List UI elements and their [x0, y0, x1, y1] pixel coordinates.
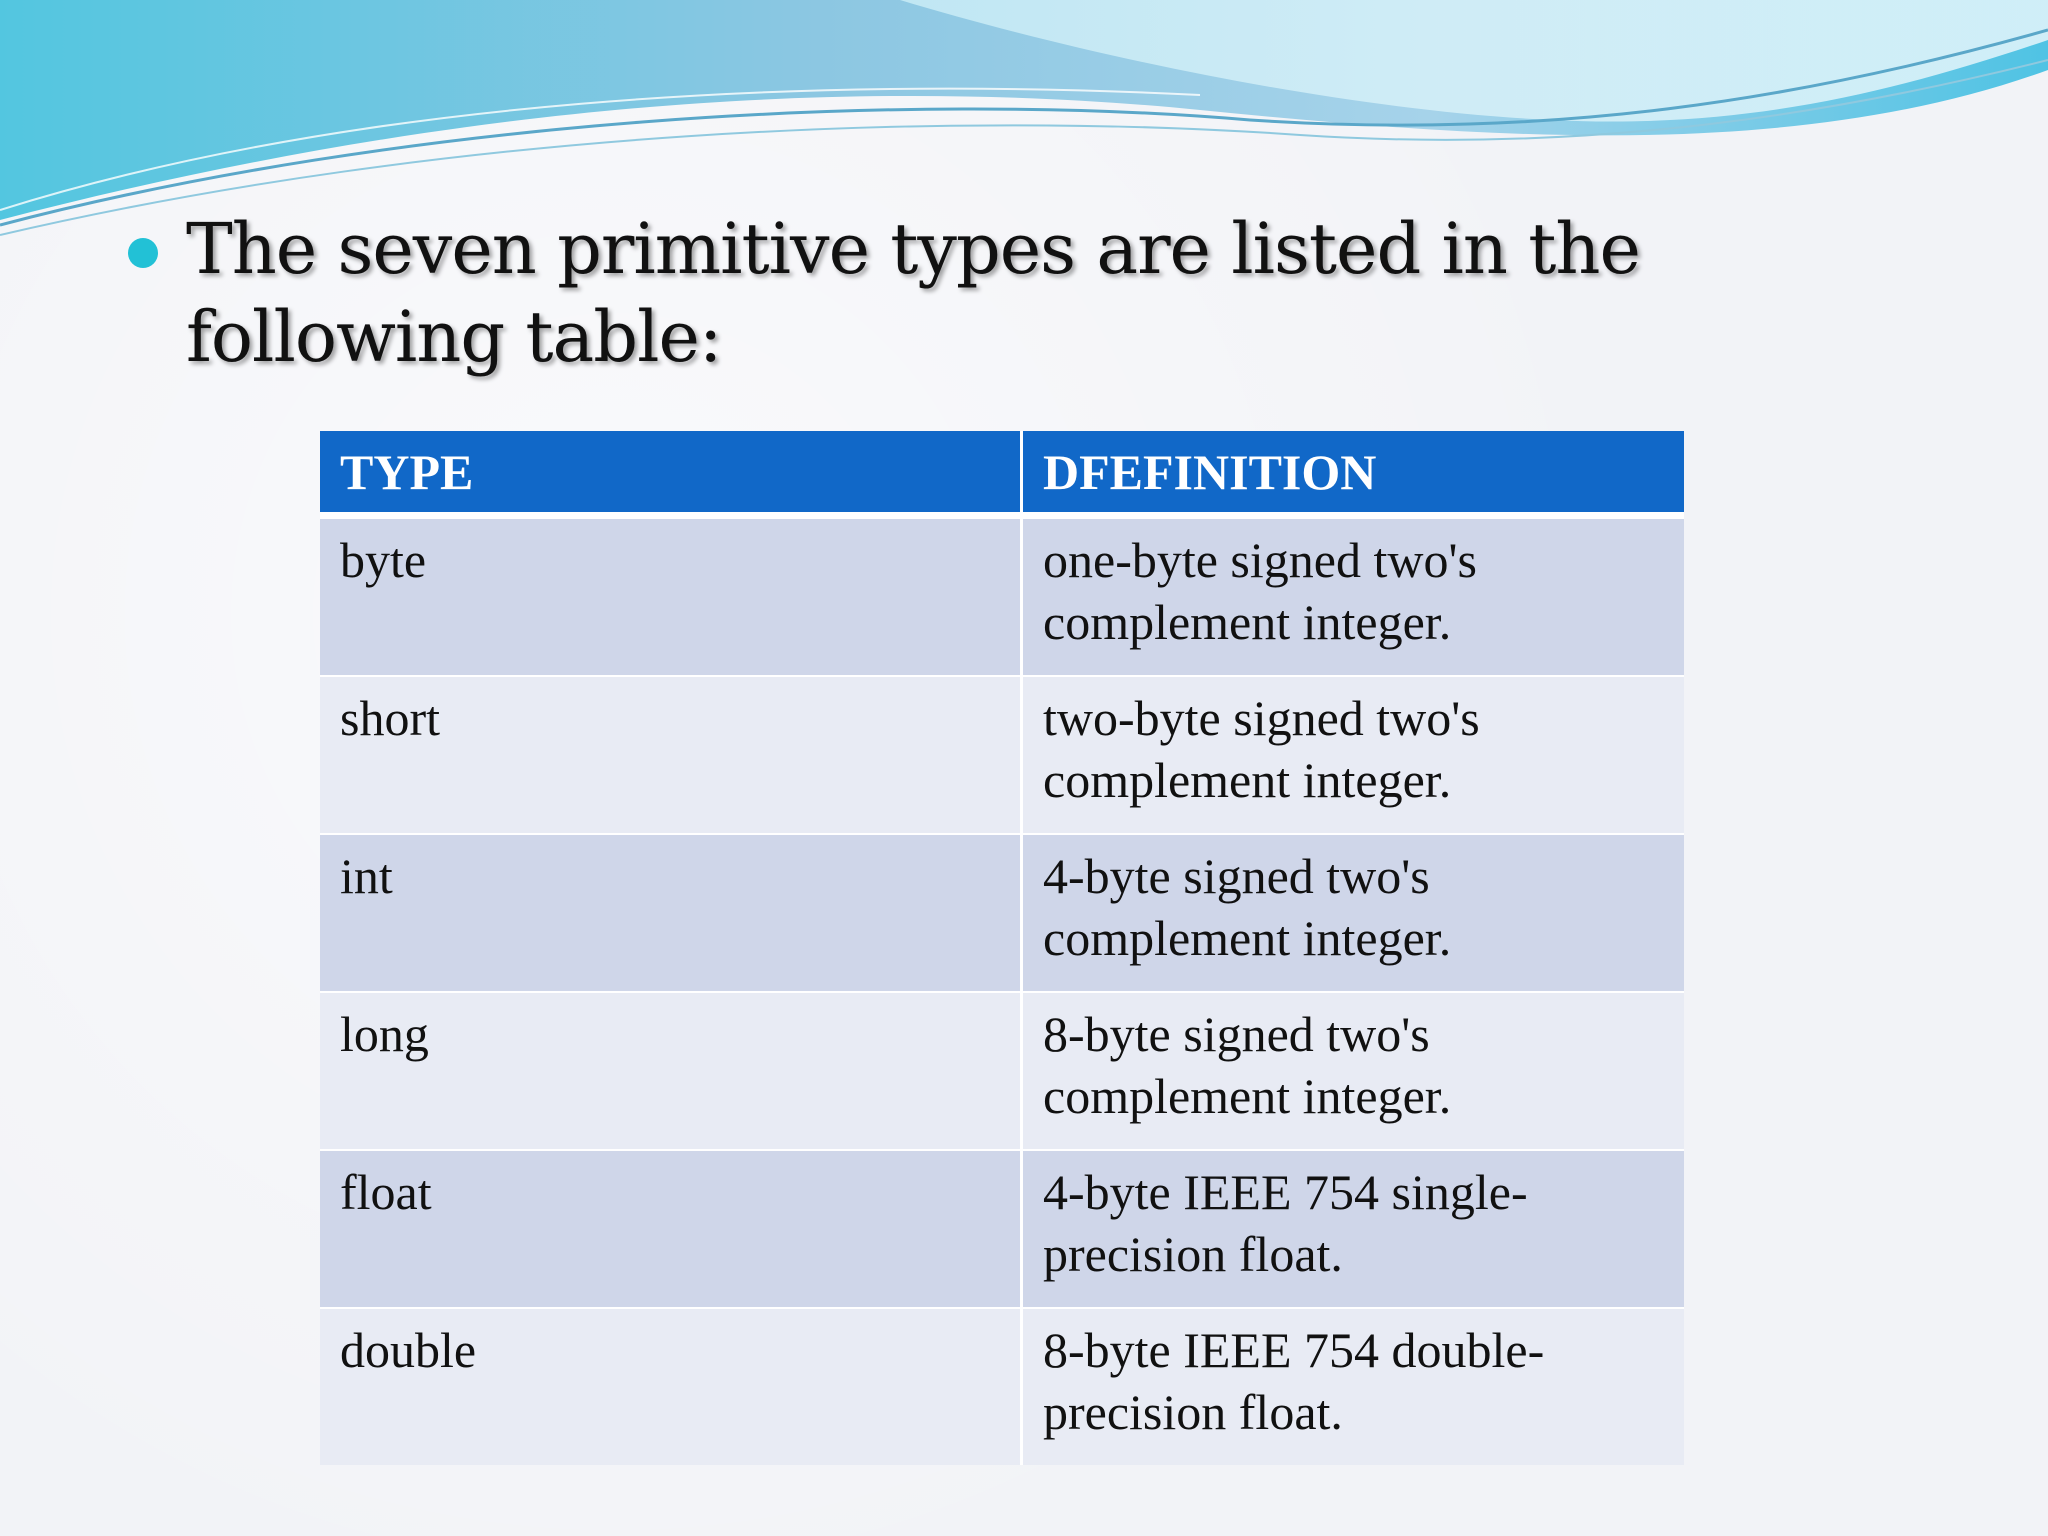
table-row [320, 675, 1684, 833]
table-header-row [320, 431, 1684, 517]
table-row [320, 1307, 1684, 1465]
primitive-types-table [320, 431, 1684, 1465]
table-row [320, 1149, 1684, 1307]
cell-type: int [320, 833, 1020, 991]
cell-definition: 4-byte signed two's complement integer. [1020, 833, 1684, 991]
table-row [320, 991, 1684, 1149]
cell-type: float [320, 1149, 1020, 1307]
bullet-text: The seven primitive types are listed in the following table: [186, 208, 1640, 378]
cell-definition: 4-byte IEEE 754 single-precision float. [1020, 1149, 1684, 1307]
table-row [320, 833, 1684, 991]
cell-type: long [320, 991, 1020, 1149]
cell-definition: 8-byte IEEE 754 double-precision float. [1020, 1307, 1684, 1465]
cell-type: double [320, 1307, 1020, 1465]
cell-definition: two-byte signed two's complement integer. [1020, 675, 1684, 833]
bullet-dot-icon [128, 238, 158, 268]
header-definition: DFEFINITION [1020, 431, 1684, 517]
header-type: TYPE [320, 431, 1020, 517]
cell-definition: one-byte signed two's complement integer. [1020, 517, 1684, 675]
cell-definition: 8-byte signed two's complement integer. [1020, 991, 1684, 1149]
cell-type: byte [320, 517, 1020, 675]
cell-type: short [320, 675, 1020, 833]
table-row [320, 517, 1684, 675]
